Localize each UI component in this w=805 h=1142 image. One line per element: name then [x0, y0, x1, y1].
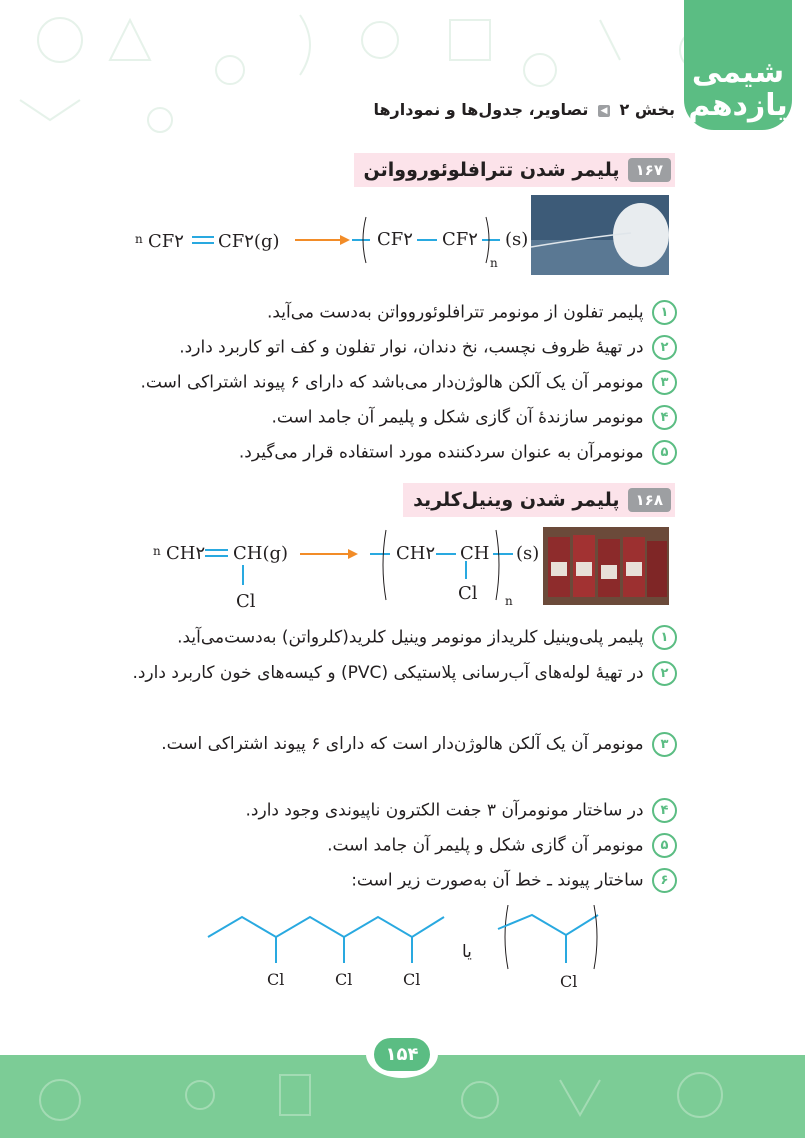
item-number: ۶	[652, 868, 677, 893]
chevron-left-icon: ◀	[598, 105, 610, 117]
list-item	[271, 405, 677, 430]
item-text: پلیمر پلی‌وینیل کلریداز مونومر وینیل کلرید(کلرواتن) به‌دست‌می‌آید.	[177, 627, 644, 648]
item-text: مونومر آن گازی شکل و پلیمر آن جامد است.	[327, 835, 644, 856]
page-number: ۱۵۴	[374, 1038, 431, 1071]
section-title-167	[354, 153, 675, 187]
eq-coef: n	[135, 232, 143, 246]
teflon-photo	[531, 195, 669, 275]
eq-product-state: (s)	[516, 543, 540, 564]
item-number: ۱	[652, 300, 677, 325]
section-title-text: پلیمر شدن تترافلوئوروواتن	[363, 159, 620, 181]
item-number: ۳	[652, 732, 677, 757]
list-item	[351, 868, 677, 893]
item-number: ۲	[652, 661, 677, 686]
item-number: ۴	[652, 798, 677, 823]
item-number: ۳	[652, 370, 677, 395]
eq-reactant-right: CF۲(g)	[218, 231, 280, 252]
eq-reactant-left: CH۲	[166, 543, 206, 564]
section-label: بخش ۲	[619, 100, 675, 119]
list-item	[132, 657, 677, 690]
section-title-text: پلیمر شدن وینیل‌کلرید	[413, 489, 620, 511]
cl-label: Cl	[560, 972, 578, 991]
eq-reactant-sub: Cl	[236, 591, 256, 612]
brand-line1: شیمی	[691, 55, 785, 90]
item-text: مونومر آن یک آلکن هالوژن‌دار است که دارای ۶ پیوند اشتراکی است.	[161, 734, 644, 754]
section-number: ۱۶۷	[628, 158, 671, 182]
list-item	[327, 833, 677, 858]
eq-product-left: CH۲	[396, 543, 436, 564]
list-item	[239, 440, 677, 465]
section-title-168	[403, 483, 675, 517]
item-text: در تهیهٔ لوله‌های آب‌رسانی پلاستیکی (PVC) و کیسه‌های خون کاربرد دارد.	[132, 663, 644, 683]
blood-bags-photo	[543, 527, 669, 605]
item-text: در ساختار مونومرآن ۳ جفت الکترون ناپیوندی وجود دارد.	[245, 800, 644, 821]
eq-subscript: n	[490, 256, 498, 270]
item-text: مونومرآن به عنوان سردکننده مورد استفاده قرار می‌گیرد.	[238, 442, 644, 463]
eq-product-sub: Cl	[458, 583, 478, 604]
item-text: مونومر آن یک آلکن هالوژن‌دار می‌باشد که دارای ۶ پیوند اشتراکی است.	[140, 372, 644, 393]
chapter-breadcrumb	[373, 100, 675, 119]
list-item	[132, 728, 677, 761]
bond-line-structure	[200, 905, 610, 1000]
cl-label: Cl	[403, 970, 421, 989]
item-number: ۴	[652, 405, 677, 430]
or-word: یا	[462, 942, 472, 962]
pvc-equation	[148, 525, 543, 615]
eq-product-right: CH	[460, 543, 490, 564]
eq-product-right: CF۲	[442, 229, 478, 250]
item-number: ۵	[652, 440, 677, 465]
list-item	[177, 625, 677, 650]
eq-coef: n	[153, 544, 161, 558]
item-number: ۵	[652, 833, 677, 858]
teflon-equation	[130, 205, 530, 275]
item-text: در تهیهٔ ظروف نچسب، نخ دندان، نوار تفلون و کف اتو کاربرد دارد.	[179, 337, 644, 358]
brand-line2: یازدهم	[688, 88, 788, 123]
list-item	[246, 798, 677, 823]
eq-reactant-right: CH(g)	[233, 543, 289, 564]
list-item	[267, 300, 677, 325]
eq-product-left: CF۲	[377, 229, 413, 250]
item-number: ۱	[652, 625, 677, 650]
list-item	[179, 335, 677, 360]
item-text: مونومر سازندهٔ آن گازی شکل و پلیمر آن جامد است.	[271, 407, 644, 428]
cl-label: Cl	[267, 970, 285, 989]
cl-label: Cl	[335, 970, 353, 989]
eq-product-state: (s)	[505, 229, 529, 250]
page-number-badge	[366, 1030, 438, 1078]
eq-subscript: n	[505, 594, 513, 608]
item-text: ساختار پیوند ـ خط آن به‌صورت زیر است:	[351, 870, 644, 891]
list-item	[141, 370, 678, 395]
eq-reactant-left: CF۲	[148, 231, 184, 252]
item-text: پلیمر تفلون از مونومر تترافلوئوروواتن به‌دست می‌آید.	[266, 302, 644, 323]
item-number: ۲	[652, 335, 677, 360]
brand-badge	[684, 0, 792, 130]
section-number: ۱۶۸	[628, 488, 671, 512]
topic-label: تصاویر، جدول‌ها و نمودارها	[373, 100, 589, 119]
